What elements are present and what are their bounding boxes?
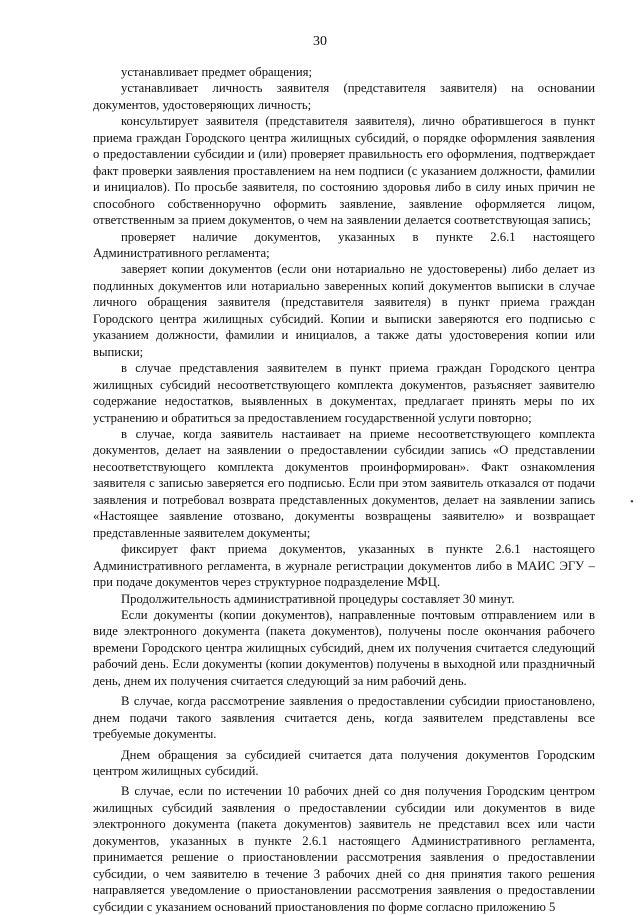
paragraph: в случае, когда заявитель настаивает на приеме несоответствующего комплекта документов, делает на заявлении о предоставлении субсидии запись «О представлении несоответствующего комплекта документов проинформирован». Факт ознакомления заявителя с записью заверяется его подписью. Если при этом заявитель отказался от подачи заявления и потребовал возврата представленных документов, делает на заявлении запись «Настоящее заявление отозвано, документы возвращены заявителю» и возвращает представленные заявителем документы; <box>93 426 595 540</box>
paragraph: Продолжительность административной процедуры составляет 30 минут. <box>121 591 515 606</box>
paragraph: заверяет копии документов (если они нотариально не удостоверены) либо делает из подлинных документов или нотариально заверенных копий документов выписки в случае личного обращения заявителя (представителя заявителя) в пункт приема граждан Городского центра жилищных субсидий. Копии и выписки заверяются его подписью с указанием должности, фамилии и инициалов, а также даты удостоверения копии или выписки; <box>93 262 595 359</box>
document-body <box>93 64 595 915</box>
paragraph: В случае, если по истечении 10 рабочих дней со дня получения Городским центром жилищных субсидий заявления о предоставлении субсидии или документов в виде электронного документа (пакета документов) заявитель не представил всех или части документов, указанных в пункте 2.6.1 настоящего Административного регламента, принимается решение о приостановлении рассмотрения заявления о предоставлении субсидии, о чем заявителю в течение 3 рабочих дней со дня принятия такого решения направляется уведомление о приостановлении рассмотрения заявления о предоставлении субсидии с указанием оснований приостановления по форме согласно приложению 5 <box>93 784 595 914</box>
paragraph: В случае, когда рассмотрение заявления о предоставлении субсидии приостановлено, днем подачи такого заявления считается день, когда заявителем представлены все требуемые документы. <box>93 694 595 742</box>
paragraph: проверяет наличие документов, указанных в пункте 2.6.1 настоящего Административного регламента; <box>93 229 595 260</box>
paragraph: консультирует заявителя (представителя заявителя), лично обратившегося в пункт приема граждан Городского центра жилищных субсидий, о порядке оформления заявления о предоставлении субсидии и (или) проверяет правильность его оформления, подтверждает факт проверки заявления проставлением на нем подписи (с указанием должности, фамилии и инициалов). По просьбе заявителя, по состоянию здоровья либо в силу иных причин не способного собственноручно оформить заявление, заявление оформляется лицом, ответственным за прием документов, о чем на заявлении делается соответствующая запись; <box>93 114 595 228</box>
paragraph: в случае представления заявителем в пункт приема граждан Городского центра жилищных субсидий несоответствующего комплекта документов, разъясняет заявителю содержание недостатков, выявленных в документах, предлагает принять меры по их устранению и обратиться за предоставлением государственной услуги повторно; <box>93 361 595 425</box>
page-number: 30 <box>313 34 327 49</box>
paragraph: устанавливает личность заявителя (представителя заявителя) на основании документов, удостоверяющих личность; <box>93 81 595 112</box>
paragraph: устанавливает предмет обращения; <box>121 65 313 79</box>
margin-mark: • <box>630 496 634 508</box>
paragraph: Днем обращения за субсидией считается дата получения документов Городским центром жилищных субсидий. <box>93 747 595 779</box>
paragraph: Если документы (копии документов), направленные почтовым отправлением или в виде электронного документа (пакета документов), получены после окончания рабочего времени Городского центра жилищных субсидий, днем их получения считается следующий рабочий день. Если документы (копии документов) получены в выходной или праздничный день, днем их получения считается следующий за ним рабочий день. <box>93 607 595 688</box>
paragraph: фиксирует факт приема документов, указанных в пункте 2.6.1 настоящего Административного регламента, в журнале регистрации документов либо в МАИС ЭГУ – при подаче документов через структурное подразделение МФЦ. <box>93 542 595 590</box>
